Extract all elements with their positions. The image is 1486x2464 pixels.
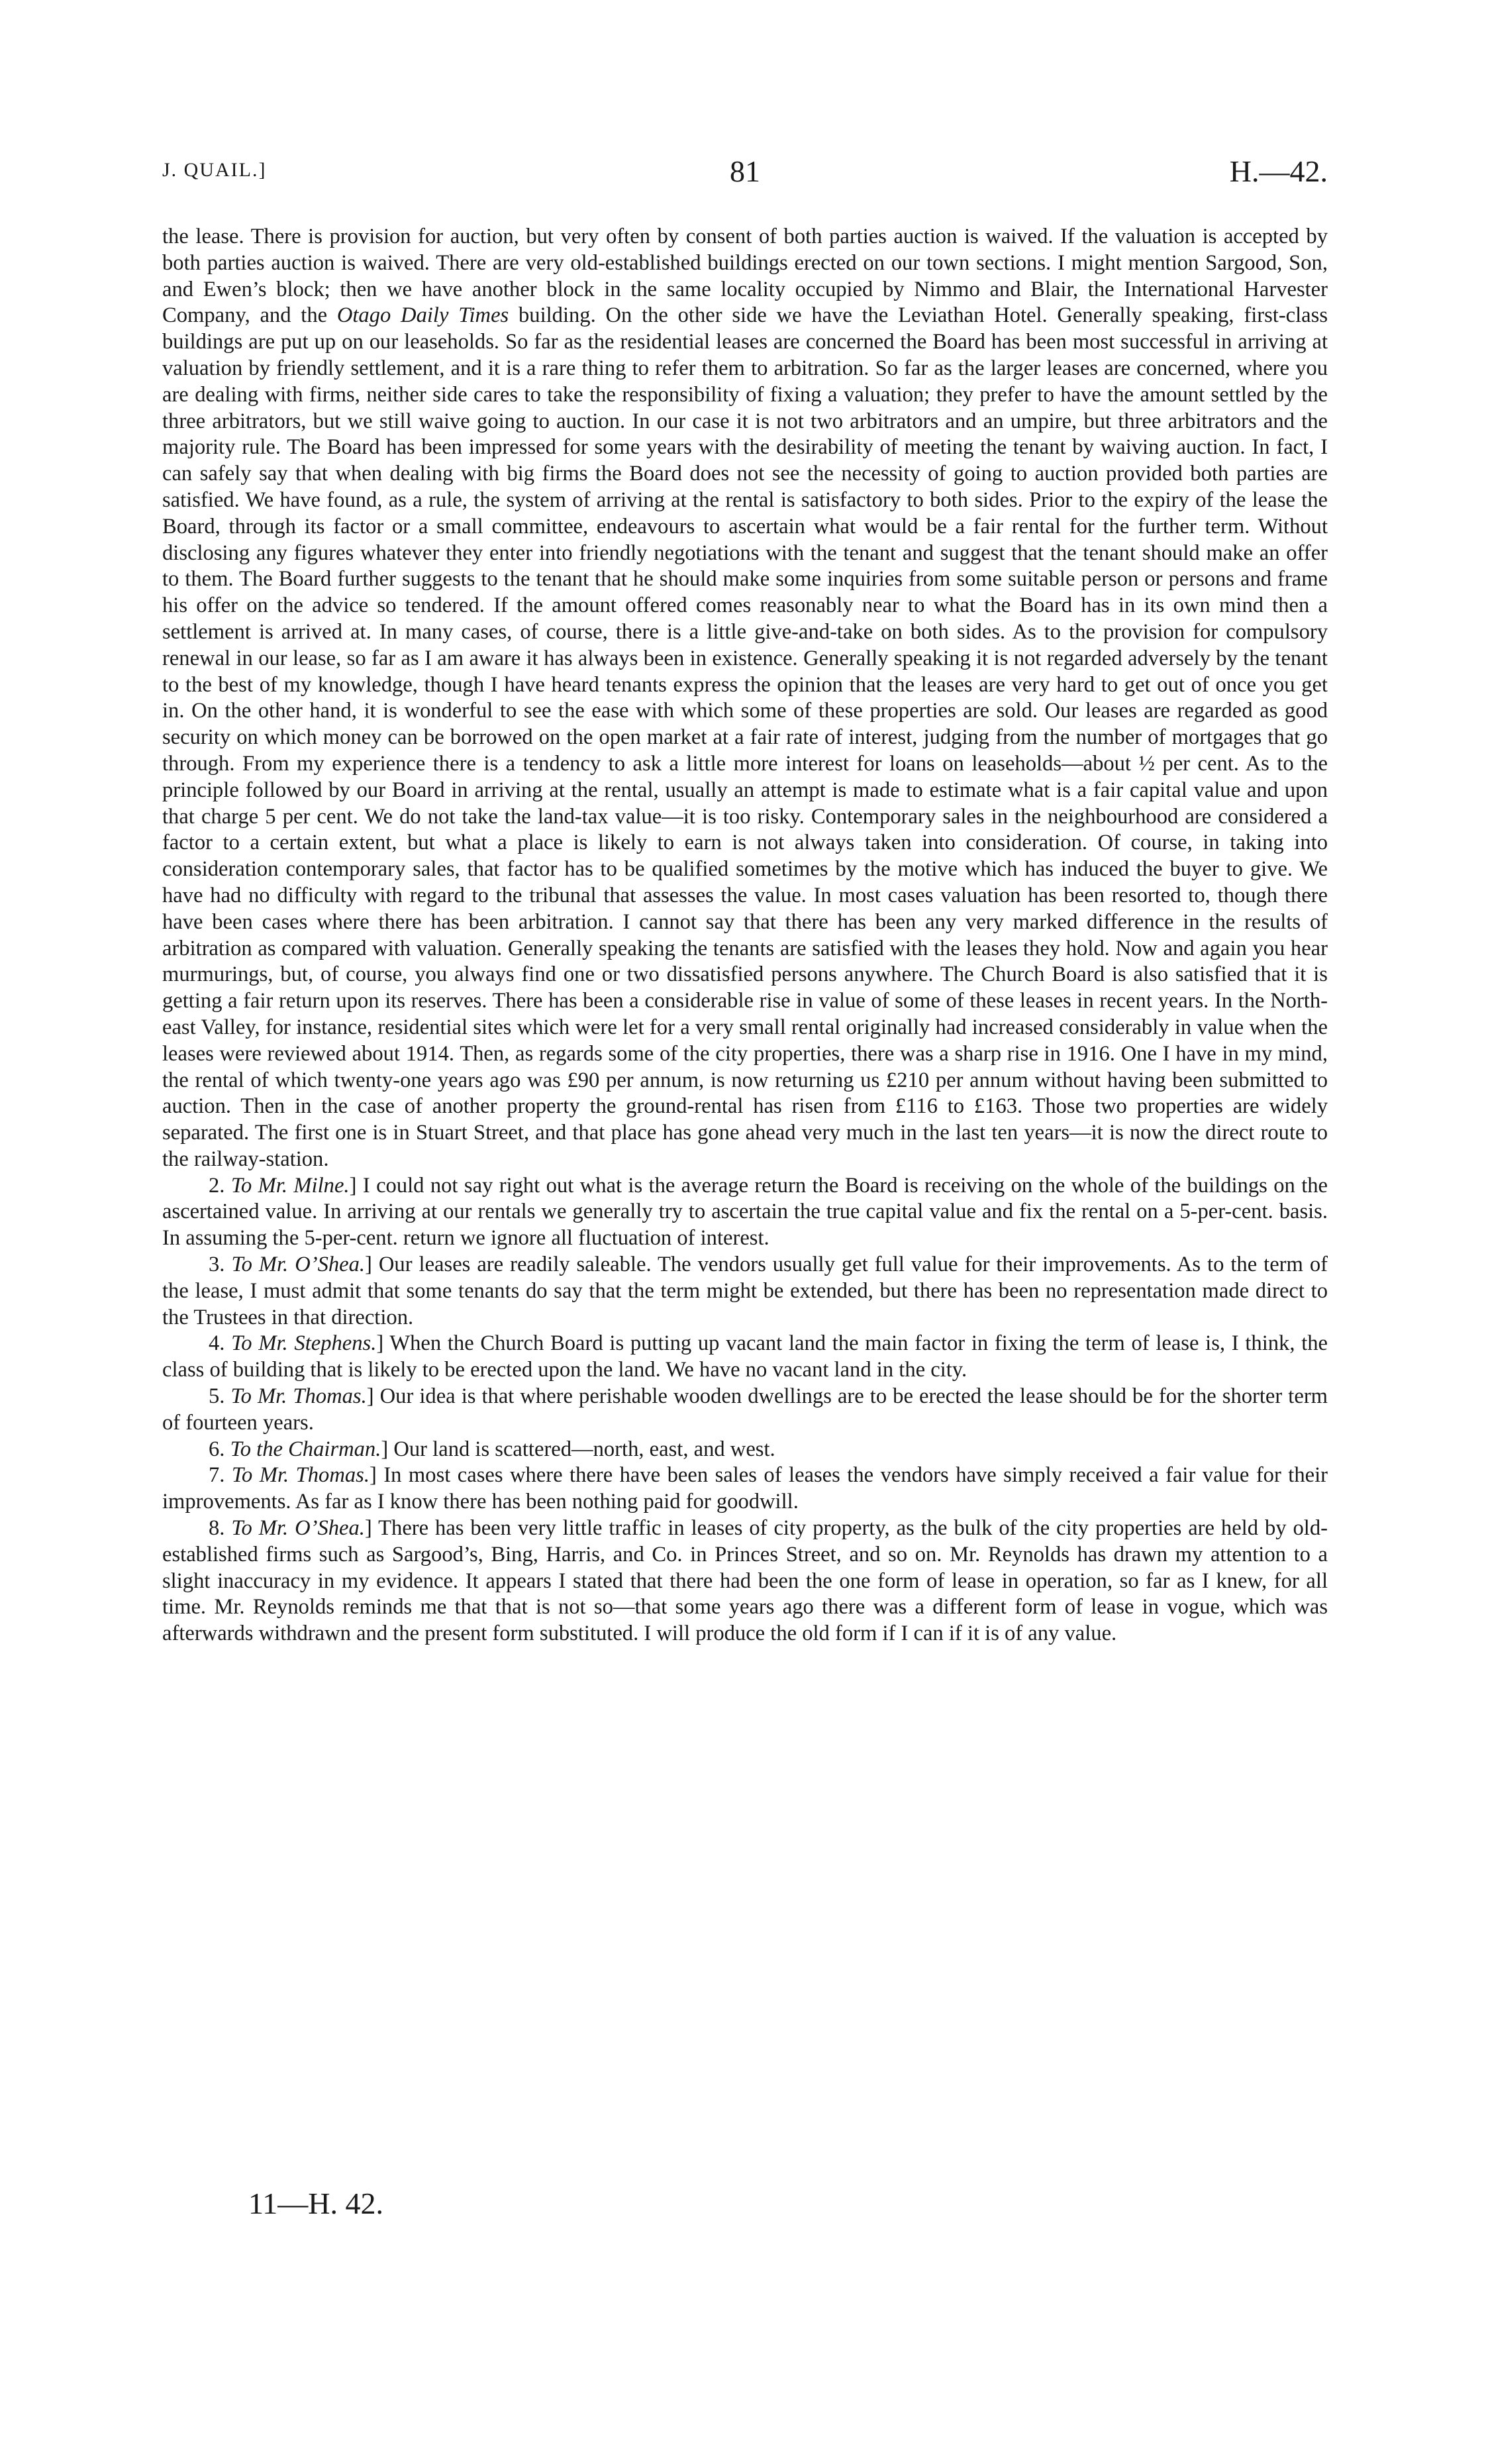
paragraph-text: ] Our idea is that where perishable wooden dwellings are to be erected the lease should be for the shorter term of fourteen years. [162, 1384, 1328, 1435]
question-number: 7. [209, 1463, 232, 1488]
page-number: 81 [730, 154, 760, 188]
document-reference: H.—42. [1229, 154, 1328, 188]
questioner: To Mr. Thomas. [231, 1463, 370, 1488]
questioner: To the Chairman. [230, 1437, 381, 1461]
paragraph-5 [162, 1384, 1328, 1437]
paragraph-8 [162, 1515, 1328, 1647]
questioner: To Mr. Milne. [230, 1173, 350, 1198]
question-number: 4. [209, 1331, 232, 1356]
questioner: To Mr. O’Shea. [231, 1253, 366, 1277]
paragraph-text: ] Our land is scattered—north, east, and west. [381, 1437, 775, 1461]
paragraph-text: ] Our leases are readily saleable. The vendors usually get full value for their improvements. As to the term of the lease, I must admit that some tenants do say that the term might be extended, but there has been no representation made direct to the Trustees in that direction. [162, 1253, 1328, 1329]
paragraph-1 [162, 224, 1328, 1173]
questioner: To Mr. Thomas. [230, 1384, 367, 1409]
paragraph-text: ] I could not say right out what is the average return the Board is receiving on the whole of the buildings on the ascertained value. In arriving at our rentals we generally try to ascertain the true capital value and fix the rental on a 5-per-cent. basis. In assuming the 5-per-cent. return we ignore all fluctuation of interest. [162, 1173, 1328, 1251]
signature-mark: 11—H. 42. [248, 2186, 384, 2220]
question-number: 8. [209, 1516, 232, 1541]
evidence-body [162, 224, 1328, 1647]
paragraph-2 [162, 1173, 1328, 1252]
paragraph-text: ] In most cases where there have been sales of leases the vendors have simply received a fair value for their improvements. As far as I know there has been nothing paid for goodwill. [162, 1463, 1328, 1514]
newspaper-title: Otago Daily Times [336, 303, 509, 328]
running-header [162, 154, 1328, 193]
paragraph-6 [162, 1437, 1328, 1463]
question-number: 3. [209, 1253, 232, 1277]
question-number: 2. [209, 1173, 231, 1198]
questioner: To Mr. O’Shea. [231, 1516, 365, 1541]
paragraph-text: building. On the other side we have the Leviathan Hotel. Generally speaking, first-class buildings are put up on our leaseholds. So far as the residential leases are concerned the Board has been most successful in arriving at valuation by friendly settlement, and it is a rare thing to refer them to arbitration. So far as the larger leases are concerned, where you are dealing with firms, neither side cares to take the responsibility of fixing a valuation; they prefer to have the amount settled by the three arbitrators, but we still waive going to auction. In our case it is not two arbitrators and an umpire, but three arbitrators and the majority rule. The Board has been impressed for some years with the desirability of meeting the tenant by waiving auction. In fact, I can safely say that when dealing with big firms the Board does not see the necessity of going to auction provided both parties are satisfied. We have found, as a rule, the system of arriving at the rental is satisfactory to both sides. Prior to the expiry of the lease the Board, through its factor or a small committee, endeavours to ascertain what would be a fair rental for the further term. Without disclosing any figures whatever they enter into friendly negotiations with the tenant and suggest that the tenant should make an offer to them. The Board further suggests to the tenant that he should make some inquiries from some suitable person or persons and frame his offer on the advice so tendered. If the amount offered comes reasonably near to what the Board has in its own mind then a settlement is arrived at. In many cases, of course, there is a little give-and-take on both sides. As to the provision for compulsory renewal in our lease, so far as I am aware it has always been in existence. Generally speaking it is not regarded adversely by the tenant to the best of my knowledge, though I have heard tenants express the opinion that the leases are very hard to get out of once you get in. On the other hand, it is wonderful to see the ease with which some of these properties are sold. Our leases are regarded as good security on which money can be borrowed on the open market at a fair rate of interest, judging from the number of mortgages that go through. From my experience there is a tendency to ask a little more interest for loans on leaseholds—about ½ per cent. As to the principle followed by our Board in arriving at the rental, usually an attempt is made to estimate what is a fair capital value and upon that charge 5 per cent. We do not take the land-tax value—it is too risky. Contemporary sales in the neighbourhood are considered a factor to a certain extent, but what a place is likely to earn is not always taken into consideration. Of course, in taking into consideration contemporary sales, that factor has to be qualified sometimes by the motive which has induced the buyer to give. We have had no difficulty with regard to the tribunal that assesses the value. In most cases valuation has been resorted to, though there have been cases where there has been arbitration. I cannot say that there has been any very marked difference in the results of arbitration as compared with valuation. Generally speaking the tenants are satisfied with the leases they hold. Now and again you hear murmurings, but, of course, you always find one or two dissatisfied persons anywhere. The Church Board is also satisfied that it is getting a fair return upon its reserves. There has been a considerable rise in value of some of these leases in recent years. In the North-east Valley, for instance, residential sites which were let for a very small rental originally had increased considerably in value when the leases were reviewed about 1914. Then, as regards some of the city properties, there was a sharp rise in 1916. One I have in my mind, the rental of which twenty-one years ago was £90 per annum, is now returning us £210 per annum without having been submitted to auction. Then in the case of another property the ground-rental has risen from £116 to £163. Those two properties are widely separated. The first one is in Stuart Street, and that place has gone ahead very much in the last ten years—it is now the direct route to the railway-station. [162, 303, 1328, 1171]
paragraph-7 [162, 1463, 1328, 1515]
paragraph-text: ] When the Church Board is putting up vacant land the main factor in fixing the term of lease is, I think, the class of building that is likely to be erected upon the land. We have no vacant land in the city. [162, 1331, 1328, 1382]
paragraph-text: ] There has been very little traffic in leases of city property, as the bulk of the city properties are held by old-established firms such as Sargood’s, Bing, Harris, and Co. in Princes Street, and so on. Mr. Reynolds has drawn my attention to a slight inaccuracy in my evidence. It appears I stated that there had been the one form of lease in operation, so far as I knew, for all time. Mr. Reynolds reminds me that that is not so—that some years ago there was a different form of lease in vogue, which was afterwards withdrawn and the present form substituted. I will produce the old form if I can if it is of any value. [162, 1516, 1328, 1646]
question-number: 6. [209, 1437, 230, 1461]
paragraph-3 [162, 1252, 1328, 1331]
questioner: To Mr. Stephens. [231, 1331, 377, 1356]
paragraph-4 [162, 1331, 1328, 1384]
paragraph-text: the lease. There is provision for auction, but very often by consent of both parties auction is waived. If the valuation is accepted by both parties auction is waived. There are very old-established buildings erected on our town sections. I might mention Sargood, Son, and Ewen’s block; then we have another block in the same locality occupied by Nimmo and Blair, the International Harvester Company, and the [162, 225, 1328, 328]
witness-name-header: J. QUAIL.] [162, 159, 267, 181]
question-number: 5. [209, 1384, 231, 1409]
